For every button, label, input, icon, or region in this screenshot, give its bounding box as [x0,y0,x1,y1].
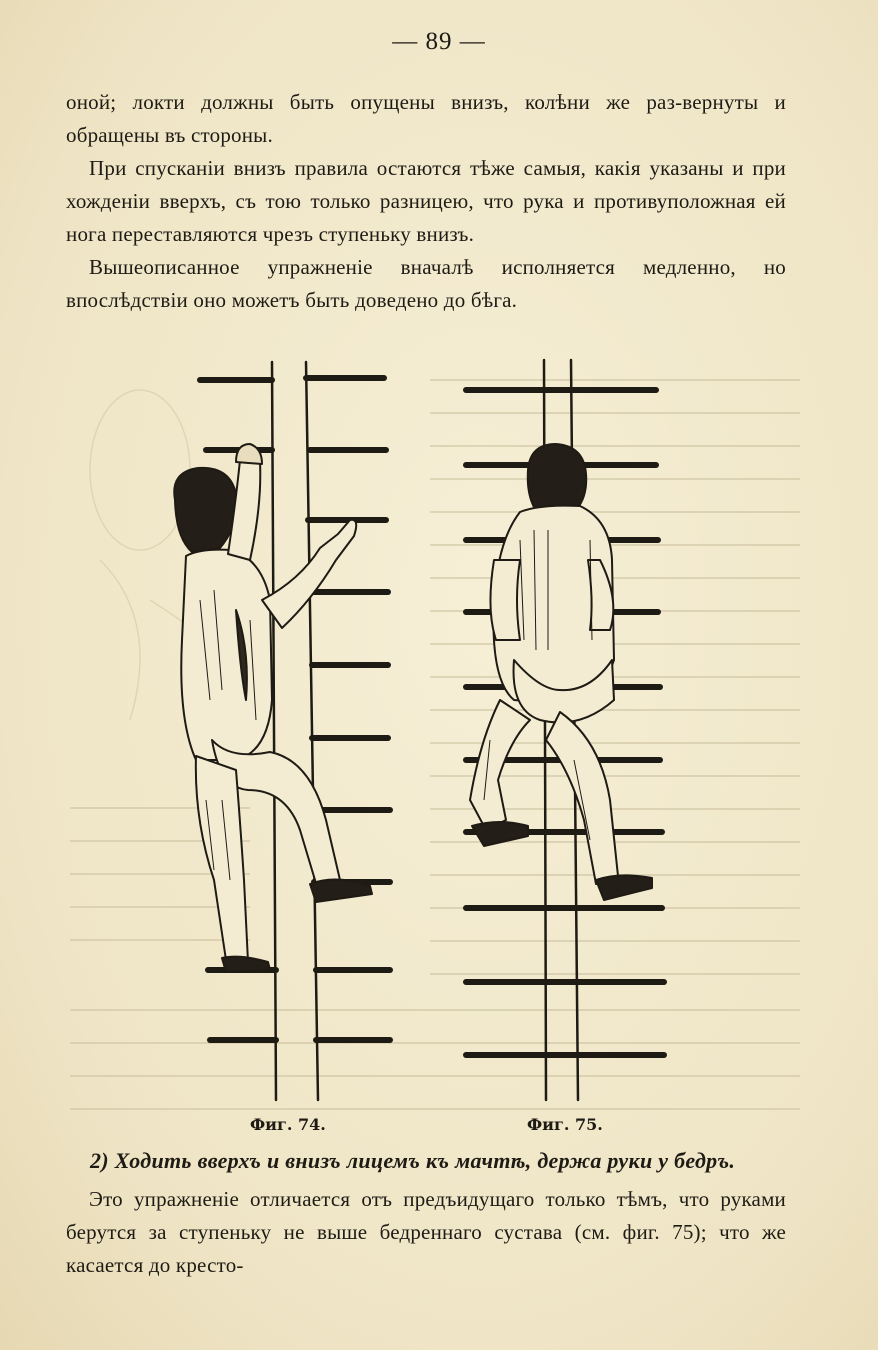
figure-75-caption: Фиг. 75. [527,1115,603,1134]
page-number: — 89 — [392,28,486,55]
paragraph-2: При спусканіи внизъ правила остаются тѣже самыя, какія указаны и при хожденіи вверхъ, съ тою только разницею, что рука и противуположная ей нога переставляются чрезъ ступеньку внизъ. [66,156,786,246]
figure-74-caption: Фиг. 74. [250,1115,326,1134]
upper-text-block [66,86,786,317]
figures-illustration [0,350,878,1140]
paragraph-1: оной; локти должны быть опущены внизъ, колѣни же раз-вернуты и обращены въ стороны. [66,90,786,147]
section-heading: 2) Ходить вверхъ и внизъ лицемъ къ мачтѣ, держа руки у бедръ. [90,1148,736,1173]
lower-text-block [66,1183,786,1282]
paragraph-4: Это упражненіе отличается отъ предъидущаго только тѣмъ, что руками берутся за ступеньку не выше бедреннаго сустава (см. фиг. 75); что же касается до кресто- [66,1187,786,1277]
paragraph-3: Вышеописанное упражненіе вначалѣ исполняется медленно, но впослѣдствіи оно можетъ быть доведено до бѣга. [66,255,786,312]
